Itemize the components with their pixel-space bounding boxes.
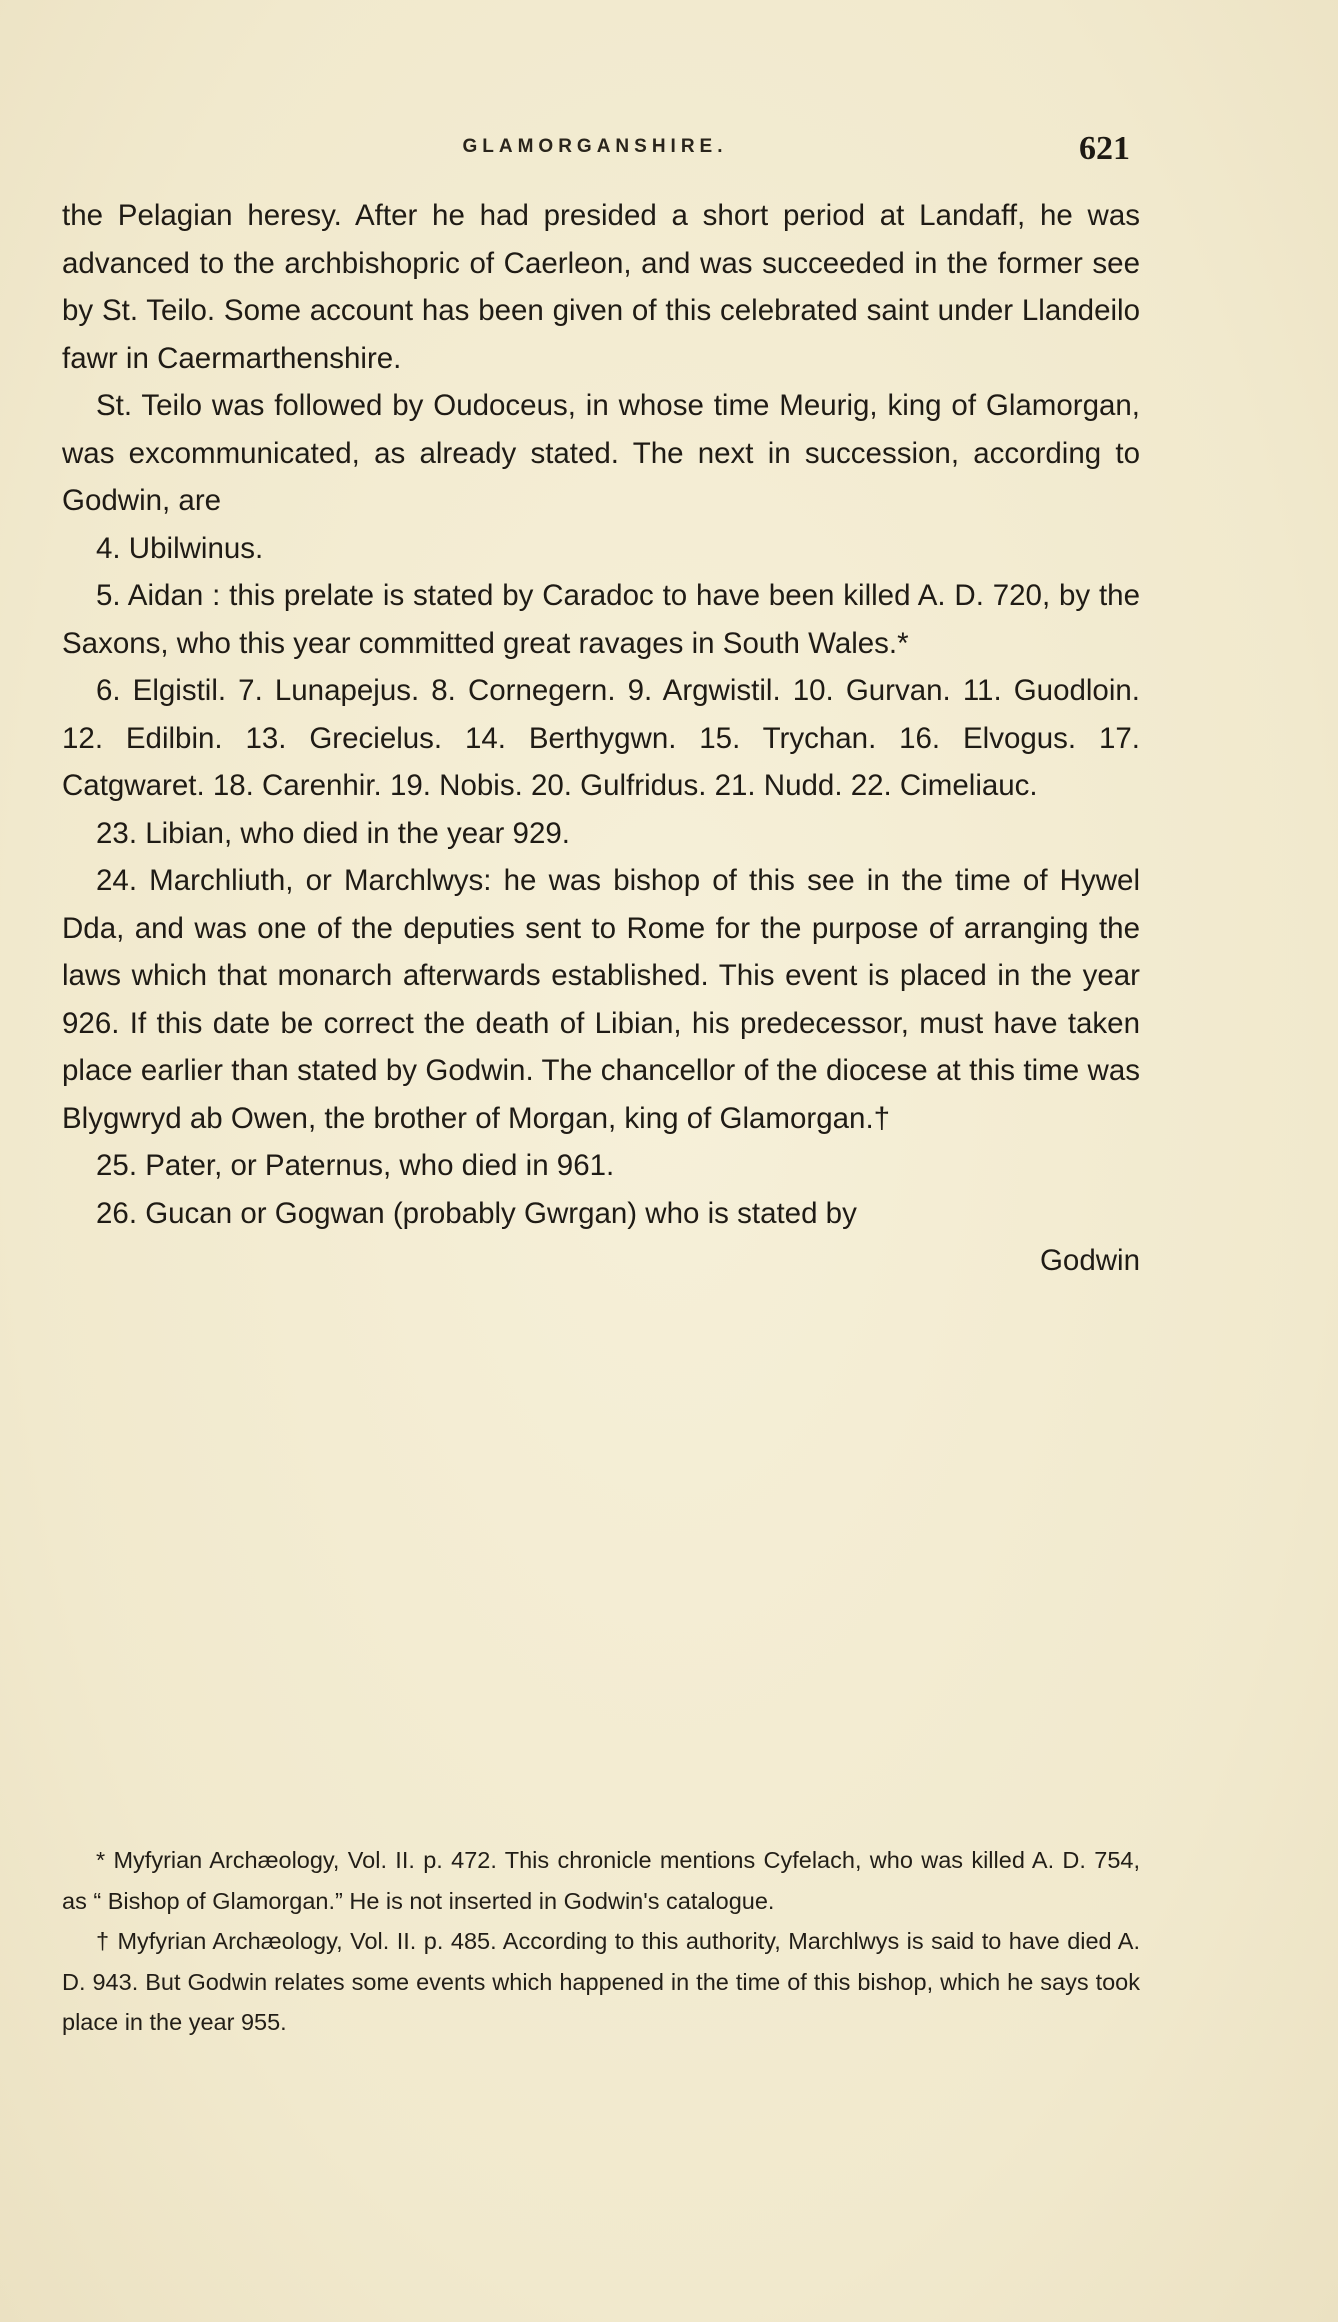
paragraph: 6. Elgistil. 7. Lunapejus. 8. Cornegern. 9. Argwistil. 10. Gurvan. 11. Guodloin. 12. Edilbin. 13. Grecielus. 14. Berthygwn. 15. Trychan. 16. Elvogus. 17. Catgwaret. 18. Carenhir. 19. Nobis. 20. Gulfridus. 21. Nudd. 22. Cimeliauc. xyxy=(62,674,1140,802)
page-number: 621 xyxy=(1079,130,1130,167)
page-header xyxy=(60,130,1130,170)
footnotes xyxy=(62,1840,1140,2043)
paragraph: 5. Aidan : this prelate is stated by Caradoc to have been killed A. D. 720, by the Saxons, who this year committed great ravages in South Wales.* xyxy=(62,579,1140,660)
footnote: * Myfyrian Archæology, Vol. II. p. 472. This chronicle mentions Cyfelach, who was killed A. D. 754, as “ Bishop of Glamorgan.” He is not inserted in Godwin's catalogue. xyxy=(62,1847,1140,1914)
running-head: GLAMORGANSHIRE. xyxy=(462,136,728,157)
paragraph: 25. Pater, or Paternus, who died in 961. xyxy=(96,1149,615,1182)
catchword: Godwin xyxy=(1039,1244,1140,1277)
footnote: † Myfyrian Archæology, Vol. II. p. 485. According to this authority, Marchlwys is said to have died A. D. 943. But Godwin relates some events which happened in the time of this bishop, which he says took place in the year 955. xyxy=(62,1928,1140,2035)
paragraph: 26. Gucan or Gogwan (probably Gwrgan) who is stated by xyxy=(96,1196,857,1230)
paragraph: the Pelagian heresy. After he had presided a short period at Landaff, he was advanced to the archbishopric of Caerleon, and was succeeded in the former see by St. Teilo. Some account has been given of this celebrated saint under Llandeilo fawr in Caermarthenshire. xyxy=(62,199,1140,375)
paragraph: St. Teilo was followed by Oudoceus, in whose time Meurig, king of Glamorgan, was excommunicated, as already stated. The next in succession, according to Godwin, are xyxy=(62,389,1140,517)
paragraph: 24. Marchliuth, or Marchlwys: he was bishop of this see in the time of Hywel Dda, and was one of the deputies sent to Rome for the purpose of arranging the laws which that monarch afterwards established. This event is placed in the year 926. If this date be correct the death of Libian, his predecessor, must have taken place earlier than stated by Godwin. The chancellor of the diocese at this time was Blygwryd ab Owen, the brother of Morgan, king of Glamorgan.† xyxy=(62,864,1140,1135)
body-text xyxy=(62,192,1140,1285)
paragraph: 4. Ubilwinus. xyxy=(96,531,264,565)
paragraph: 23. Libian, who died in the year 929. xyxy=(96,816,570,850)
